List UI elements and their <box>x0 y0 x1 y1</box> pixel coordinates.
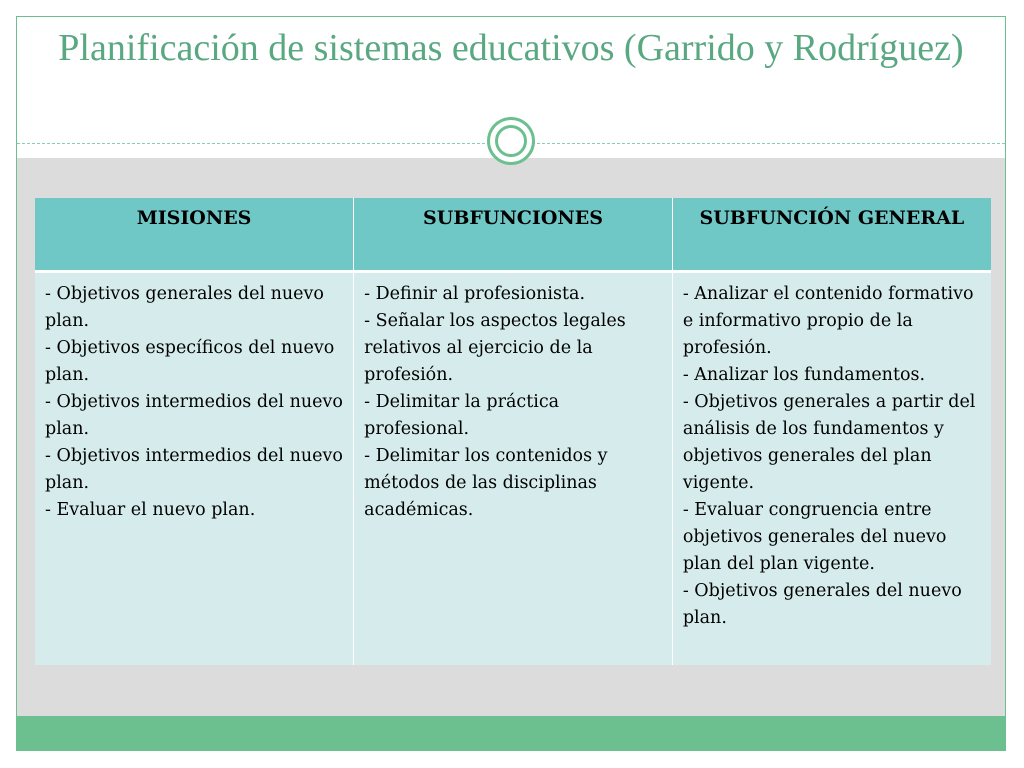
table-header-row <box>35 198 991 272</box>
list-item: - Definir al profesionista. <box>364 284 586 304</box>
footer-bar <box>17 716 1005 750</box>
list-item: - Evaluar congruencia entre objetivos generales del nuevo plan del plan vigente. <box>682 500 947 574</box>
inner-circle-icon <box>495 125 527 157</box>
list-item: - Señalar los aspectos legales relativos al ejercicio de la profesión. <box>364 311 626 385</box>
list-item: - Objetivos generales del nuevo plan. <box>45 284 324 331</box>
table-container <box>35 198 991 665</box>
list-item: - Objetivos generales del nuevo plan. <box>682 581 962 628</box>
list-item: - Delimitar los contenidos y métodos de las disciplinas académicas. <box>364 446 608 520</box>
cell-subfunciones <box>354 272 673 666</box>
header-subfunciones: SUBFUNCIONES <box>354 198 673 272</box>
planning-table <box>35 198 991 665</box>
header-misiones: MISIONES <box>35 198 354 272</box>
slide <box>16 16 1006 751</box>
cell-subfuncion-general <box>672 272 991 666</box>
list-item: - Analizar los fundamentos. <box>682 365 926 385</box>
list-item: - Evaluar el nuevo plan. <box>45 500 256 520</box>
list-item: - Analizar el contenido formativo e informativo propio de la profesión. <box>682 284 974 358</box>
slide-title: Planificación de sistemas educativos (Garrido y Rodríguez) <box>58 27 964 69</box>
list-item: - Objetivos intermedios del nuevo plan. <box>45 446 343 493</box>
list-item: - Objetivos intermedios del nuevo plan. <box>45 392 343 439</box>
list-item: - Objetivos específicos del nuevo plan. <box>45 338 335 385</box>
table-row <box>35 272 991 666</box>
list-item: - Delimitar la práctica profesional. <box>364 392 560 439</box>
list-item: - Objetivos generales a partir del análisis de los fundamentos y objetivos generales del plan vigente. <box>682 392 976 493</box>
header-subfuncion-general: SUBFUNCIÓN GENERAL <box>672 198 991 272</box>
cell-misiones <box>35 272 354 666</box>
double-circle-ornament-icon <box>487 117 535 165</box>
